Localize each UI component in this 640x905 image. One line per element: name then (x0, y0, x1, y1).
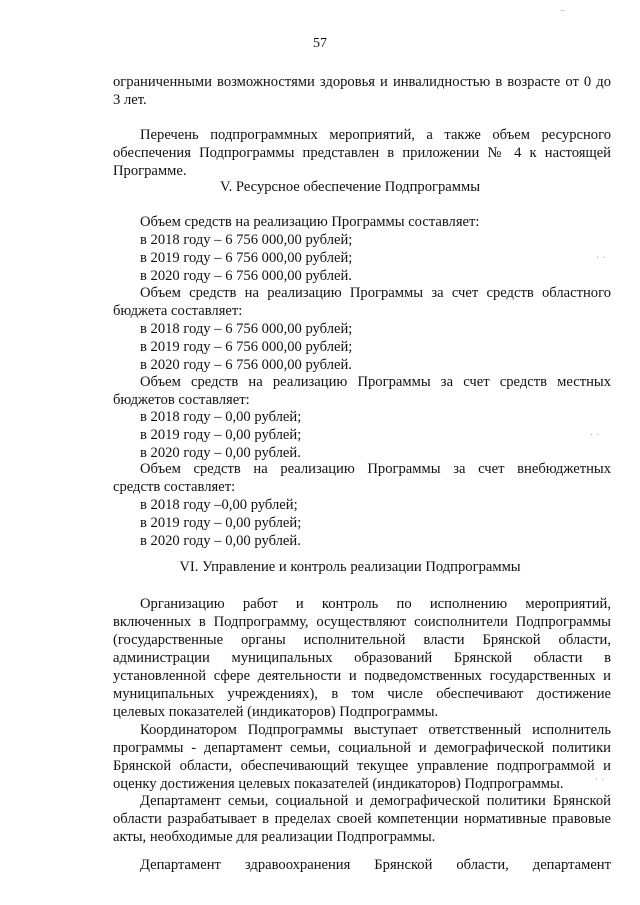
paragraph-line: бюджета составляет: (113, 303, 243, 319)
paragraph-line: администрации муниципальных образований Брянской области в (113, 650, 611, 666)
paragraph-line: ограниченными возможностями здоровья и инвалидностью в возрасте от 0 до (113, 74, 611, 90)
list-item: в 2018 году –0,00 рублей; (140, 497, 298, 513)
paragraph-line: Департамент семьи, социальной и демографической политики Брянской (140, 793, 611, 809)
paragraph-line: Перечень подпрограммных мероприятий, а также объем ресурсного (140, 127, 611, 143)
paragraph-line: Объем средств на реализацию Программы составляет: (140, 214, 480, 230)
paragraph-line: муниципальных учреждениях), в том числе обеспечивают достижение (113, 686, 611, 702)
list-item: в 2020 году – 6 756 000,00 рублей. (140, 357, 352, 373)
list-item: в 2019 году – 0,00 рублей; (140, 515, 302, 531)
list-item: в 2020 году – 0,00 рублей. (140, 445, 301, 461)
list-item: в 2018 году – 0,00 рублей; (140, 409, 302, 425)
scan-mark: ⁻ (560, 8, 566, 19)
scan-speck: · · (596, 253, 606, 264)
list-item: в 2019 году – 6 756 000,00 рублей; (140, 339, 353, 355)
scan-speck: · · (590, 430, 600, 441)
paragraph-line: бюджетов составляет: (113, 392, 250, 408)
paragraph-line: области разрабатывает в пределах своей компетенции нормативные правовые (113, 811, 611, 827)
paragraph-line: целевых показателей (индикаторов) Подпрограммы. (113, 704, 439, 720)
paragraph-line: Объем средств на реализацию Программы за счет внебюджетных (140, 461, 611, 477)
scan-speck: · · (595, 775, 605, 786)
paragraph-line: Организацию работ и контроль по исполнению мероприятий, (140, 596, 611, 612)
list-item: в 2020 году – 6 756 000,00 рублей. (140, 268, 352, 284)
paragraph-line: Объем средств на реализацию Программы за счет средств местных (140, 374, 611, 390)
section-title: V. Ресурсное обеспечение Подпрограммы (219, 179, 481, 195)
page-number: 57 (313, 36, 327, 51)
list-item: в 2020 году – 0,00 рублей. (140, 533, 301, 549)
paragraph-line: Программе. (113, 163, 187, 179)
paragraph-line: включенных в Подпрограмму, осуществляют соисполнители Подпрограммы (113, 614, 611, 630)
paragraph-line: средств составляет: (113, 479, 236, 495)
paragraph-line: программы - департамент семьи, социальной и демографической политики (113, 740, 611, 756)
paragraph-line: Объем средств на реализацию Программы за счет средств областного (140, 285, 611, 301)
paragraph-line: установленной сфере деятельности и подведомственных государственных и (113, 668, 611, 684)
paragraph-line: акты, необходимые для реализации Подпрограммы. (113, 829, 436, 845)
paragraph-line: Брянской области, обеспечивающий текущее управление подпрограммой и (113, 758, 611, 774)
paragraph-line: обеспечения Подпрограммы представлен в приложении № 4 к настоящей (113, 145, 611, 161)
list-item: в 2019 году – 0,00 рублей; (140, 427, 302, 443)
list-item: в 2018 году – 6 756 000,00 рублей; (140, 321, 353, 337)
list-item: в 2018 году – 6 756 000,00 рублей; (140, 232, 353, 248)
list-item: в 2019 году – 6 756 000,00 рублей; (140, 250, 353, 266)
paragraph-line: Департамент здравоохранения Брянской области, департамент (140, 857, 611, 873)
paragraph-line: (государственные органы исполнительной власти Брянской области, (113, 632, 611, 648)
section-title: VI. Управление и контроль реализации Подпрограммы (179, 559, 521, 575)
paragraph-line: оценку достижения целевых показателей (индикаторов) Подпрограммы. (113, 776, 564, 792)
paragraph-line: Координатором Подпрограммы выступает ответственный исполнитель (140, 722, 611, 738)
paragraph-line: 3 лет. (113, 92, 147, 108)
